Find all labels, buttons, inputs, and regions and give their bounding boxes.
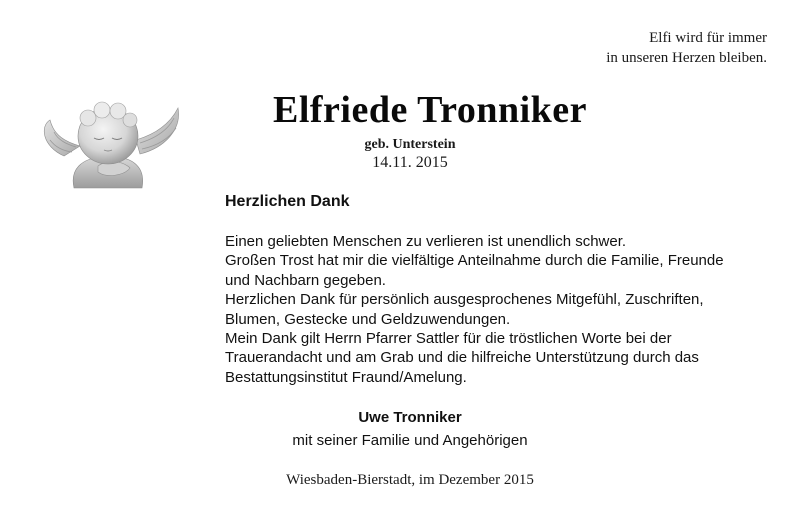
quote-line-2: in unseren Herzen bleiben.: [606, 50, 767, 66]
message-line: Großen Trost hat mir die vielfältige Anteilnahme durch die Familie, Freunde: [225, 252, 724, 270]
quote-line-1: Elfi wird für immer: [649, 30, 767, 46]
memorial-quote: [527, 28, 767, 68]
message-body: [225, 232, 785, 387]
message-heading: Herzlichen Dank: [225, 193, 350, 210]
deceased-name: Elfriede Tronniker: [272, 89, 588, 131]
place-and-date: Wiesbaden-Bierstadt, im Dezember 2015: [286, 472, 534, 488]
signer-family: mit seiner Familie und Angehörigen: [292, 432, 528, 449]
signer-name: Uwe Tronniker: [358, 409, 462, 426]
message-line: Einen geliebten Menschen zu verlieren ist unendlich schwer.: [225, 233, 627, 250]
birth-name: geb. Unterstein: [364, 137, 456, 152]
message-line: Trauerandacht und am Grab und die hilfreiche Unterstützung durch das: [225, 349, 699, 367]
angel-figurine-image: [36, 96, 192, 192]
message-line: Bestattungsinstitut Fraund/Amelung.: [225, 368, 467, 386]
message-line: Blumen, Gestecke und Geldzuwendungen.: [225, 310, 511, 328]
death-date: 14.11. 2015: [372, 154, 448, 171]
message-line: Herzlichen Dank für persönlich ausgesprochenes Mitgefühl, Zuschriften,: [225, 291, 704, 309]
message-line: und Nachbarn gegeben.: [225, 271, 386, 289]
message-line: Mein Dank gilt Herrn Pfarrer Sattler für die tröstlichen Worte bei der: [225, 330, 672, 348]
